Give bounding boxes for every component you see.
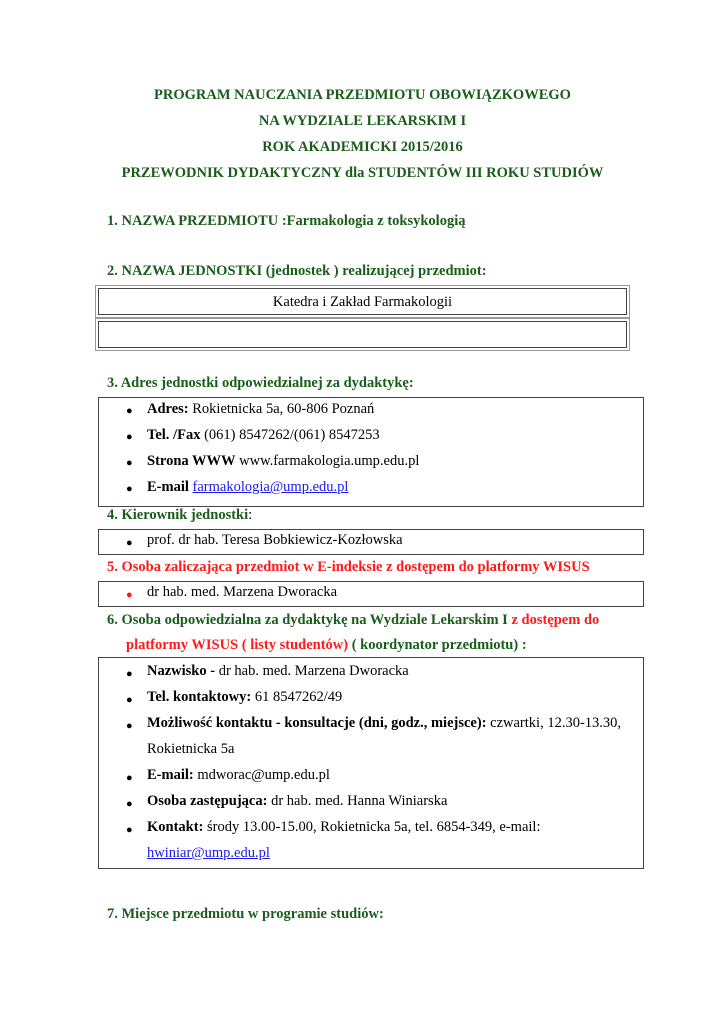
- header-line-4: PRZEWODNIK DYDAKTYCZNY dla STUDENTÓW III ROKU STUDIÓW: [121, 165, 604, 181]
- grader-name: dr hab. med. Marzena Dworacka: [147, 584, 338, 600]
- section-1-label: 1. NAZWA PRZEDMIOTU :: [107, 213, 287, 229]
- section-5-heading: 5. Osoba zaliczająca przedmiot w E-indeksie z dostępem do platformy WISUS: [107, 559, 590, 575]
- bullet-icon: ●: [126, 405, 133, 417]
- substitute-contact-item: Kontakt: środy 13.00-15.00, Rokietnicka 5a, tel. 6854-349, e-mail:: [147, 819, 541, 835]
- unit-name: Katedra i Zakład Farmakologii: [272, 294, 453, 310]
- header-line-3: ROK AKADEMICKI 2015/2016: [262, 139, 463, 155]
- section-7-heading: 7. Miejsce przedmiotu w programie studiów:: [107, 906, 384, 922]
- address-item: Adres: Rokietnicka 5a, 60-806 Poznań: [147, 401, 375, 417]
- section-6-heading: 6. Osoba odpowiedzialna za dydaktykę na Wydziale Lekarskim I z dostępem do: [107, 612, 600, 628]
- bullet-icon: ●: [126, 668, 133, 680]
- phone-fax-item: Tel. /Fax (061) 8547262/(061) 8547253: [147, 427, 380, 443]
- bullet-icon: ●: [126, 720, 133, 732]
- bullet-icon: ●: [126, 694, 133, 706]
- bullet-icon: ●: [126, 537, 133, 549]
- bullet-icon: ●: [126, 772, 133, 784]
- unit-table-row-1: [95, 285, 630, 318]
- consultation-item: Możliwość kontaktu - konsultacje (dni, godz., miejsce): czwartki, 12.30-13.30,: [147, 715, 622, 731]
- bullet-icon: ●: [126, 483, 133, 495]
- consultation-place: Rokietnicka 5a: [147, 741, 235, 757]
- head-name: prof. dr hab. Teresa Bobkiewicz-Kozłowska: [147, 532, 403, 548]
- bullet-icon: ●: [126, 457, 133, 469]
- section-1-value: Farmakologia z toksykologią: [286, 213, 466, 229]
- section-2-heading: 2. NAZWA JEDNOSTKI (jednostek ) realizującej przedmiot:: [107, 263, 487, 279]
- bullet-icon: ●: [126, 798, 133, 810]
- section-6-heading-cont: platformy WISUS ( listy studentów) ( koordynator przedmiotu) :: [126, 637, 527, 653]
- coordinator-phone-item: Tel. kontaktowy: 61 8547262/49: [147, 689, 343, 705]
- substitute-email: [147, 845, 270, 862]
- coordinator-email-item: E-mail: mdworac@ump.edu.pl: [147, 767, 330, 783]
- section-3-heading: 3. Adres jednostki odpowiedzialnej za dydaktykę:: [107, 375, 414, 391]
- section-4-heading: 4. Kierownik jednostki:: [107, 507, 253, 523]
- substitute-item: Osoba zastępująca: dr hab. med. Hanna Winiarska: [147, 793, 448, 809]
- section-1-heading: [107, 213, 466, 230]
- header-line-1: PROGRAM NAUCZANIA PRZEDMIOTU OBOWIĄZKOWEGO: [154, 87, 571, 103]
- bullet-icon: ●: [126, 589, 133, 601]
- substitute-email-link[interactable]: hwiniar@ump.edu.pl: [147, 845, 270, 861]
- unit-table-row-2: [95, 318, 630, 351]
- website-item: Strona WWW www.farmakologia.ump.edu.pl: [147, 453, 420, 469]
- header-line-2: NA WYDZIALE LEKARSKIM I: [258, 113, 467, 129]
- coordinator-name-item: Nazwisko - dr hab. med. Marzena Dworacka: [147, 663, 409, 679]
- email-link[interactable]: farmakologia@ump.edu.pl: [192, 479, 349, 495]
- bullet-icon: ●: [126, 824, 133, 836]
- email-item: E-mail farmakologia@ump.edu.pl: [147, 479, 349, 495]
- bullet-icon: ●: [126, 431, 133, 443]
